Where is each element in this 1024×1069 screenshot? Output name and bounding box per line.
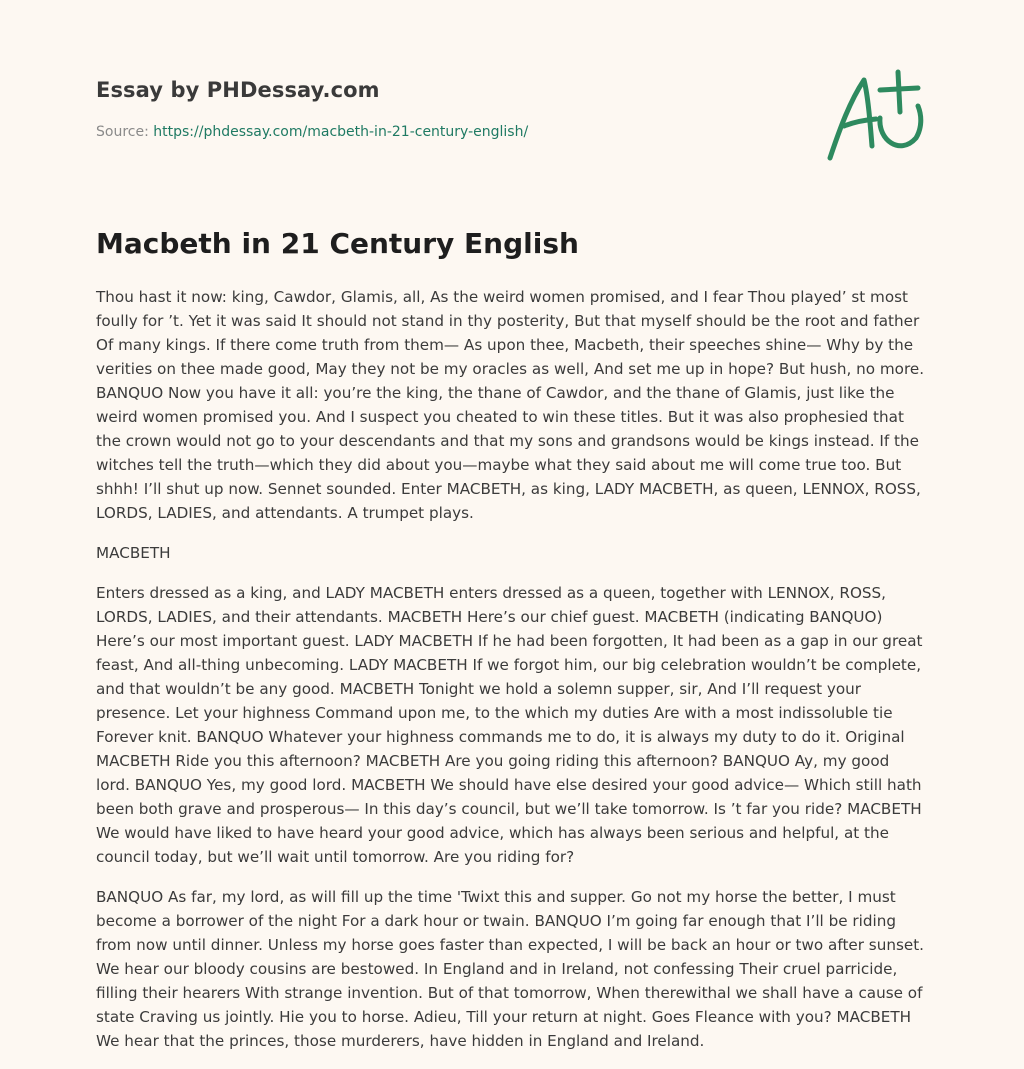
paragraph: Thou hast it now: king, Cawdor, Glamis, all, As the weird women promised, and I fear Thou played’ st most foully for ’t. Yet it was said It should not stand in thy posterity, But that myself should be the root and father Of many kings. If there come truth from them— As upon thee, Macbeth, their speeches shine— Why by the verities on thee made good, May they not be my oracles as well, And set me up in hope? But hush, no more. BANQUO Now you have it all: you’re the king, the thane of Cawdor, and the thane of Glamis, just like the weird women promised you. And I suspect you cheated to win these titles. But it was also prophesied that the crown would not go to your descendants and that my sons and grandsons would be kings instead. If the witches tell the truth—which they did about you—maybe what they said about me will come true too. But shhh! I’ll shut up now. Sennet sounded. Enter MACBETH, as king, LADY MACBETH, as queen, LENNOX, ROSS, LORDS, LADIES, and attendants. A trumpet plays. <box>96 288 925 522</box>
a-plus-logo-icon <box>820 66 930 166</box>
paragraph: Enters dressed as a king, and LADY MACBETH enters dressed as a queen, together with LENNOX, ROSS, LORDS, LADIES, and their attendants. MACBETH Here’s our chief guest. MACBETH (indicating BANQUO) Here’s our most important guest. LADY MACBETH If he had been forgotten, It had been as a gap in our great feast, And all-thing unbecoming. LADY MACBETH If we forgot him, our big celebration wouldn’t be complete, and that wouldn’t be any good. MACBETH Tonight we hold a solemn supper, sir, And I’ll request your presence. Let your highness Command upon me, to the which my duties Are with a most indissoluble tie Forever knit. BANQUO Whatever your highness commands me to do, it is always my duty to do it. Original MACBETH Ride you this afternoon? MACBETH Are you going riding this afternoon? BANQUO Ay, my good lord. BANQUO Yes, my good lord. MACBETH We should have else desired your good advice— Which still hath been both grave and prosperous— In this day’s council, but we’ll take tomorrow. Is ’t far you ride? MACBETH We would have liked to have heard your good advice, which has always been serious and helpful, at the council today, but we’ll wait until tomorrow. Are you riding for? <box>96 584 923 866</box>
article-title: Macbeth in 21 Century English <box>96 227 579 260</box>
site-brand: Essay by PHDessay.com <box>96 78 380 102</box>
source-label: Source: <box>96 124 149 140</box>
article-body <box>96 285 928 1069</box>
paragraph: BANQUO As far, my lord, as will fill up the time 'Twixt this and supper. Go not my horse the better, I must become a borrower of the night For a dark hour or twain. BANQUO I’m going far enough that I’ll be riding from now until dinner. Unless my horse goes faster than expected, I will be back an hour or two after sunset. We hear our bloody cousins are bestowed. In England and in Ireland, not confessing Their cruel parricide, filling their hearers With strange invention. But of that tomorrow, When therewithal we shall have a cause of state Craving us jointly. Hie you to horse. Adieu, Till your return at night. Goes Fleance with you? MACBETH We hear that the princes, those murderers, have hidden in England and Ireland. <box>96 888 925 1050</box>
source-line <box>96 124 528 140</box>
paragraph: MACBETH <box>96 544 171 562</box>
source-link[interactable]: https://phdessay.com/macbeth-in-21-century-english/ <box>153 124 529 140</box>
header <box>96 76 928 140</box>
